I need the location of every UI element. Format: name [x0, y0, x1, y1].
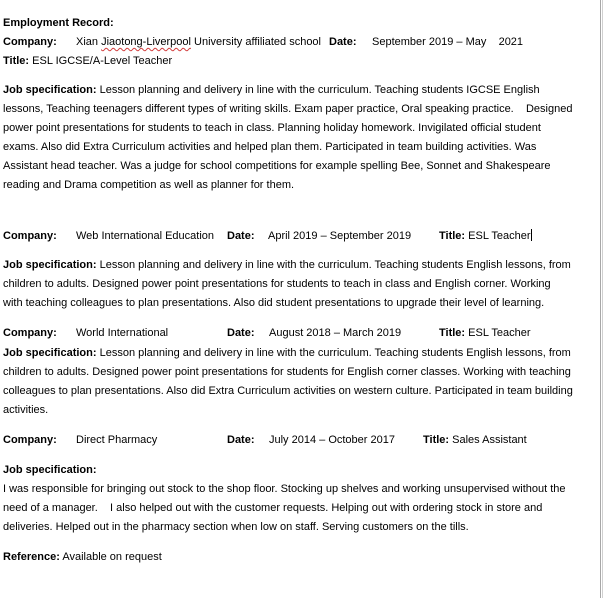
- company-value: Xian Jiaotong-Liverpool University affiliated school: [76, 36, 321, 48]
- title-row: Title: Sales Assistant: [423, 434, 527, 446]
- date-label: Date:: [227, 327, 255, 339]
- job-spec-paragraph: Job specification: Lesson planning and delivery in line with the curriculum. Teaching students IGCSE English lessons, Teaching teenagers different types of writing skills. Exam paper practice, Oral speaking practice. Designed power point presentations for students to teach in class. Planning holiday homework. Invigilated official student exams. Also did Extra Curriculum activities and helped plan them. Participated in team building activities. Was Assistant head teacher. Was a judge for school competitions for example spelling Bee, Sonnet and Shakespeare reading and Drama competition as well as planner for them.: [3, 84, 576, 191]
- job-spec-paragraph: Job specification: Lesson planning and delivery in line with the curriculum. Teaching students English lessons, from children to adults. Designed power point presentations for students to teach in class and English corner. Working with teaching colleagues to plan presentations. Also did student presentations to upgrade their level of learning.: [3, 259, 571, 309]
- date-label: Date:: [329, 36, 357, 48]
- title-row: Title: ESL IGCSE/A-Level Teacher: [3, 55, 173, 67]
- date-value: July 2014 – October 2017: [269, 434, 395, 446]
- date-value: September 2019 – May 2021: [372, 36, 524, 48]
- company-label: Company:: [3, 327, 57, 339]
- page-edge: [600, 0, 601, 598]
- job-spec-label: Job specification:: [3, 464, 97, 476]
- company-label: Company:: [3, 434, 57, 446]
- title-row: Title: ESL Teacher: [439, 230, 531, 242]
- spellcheck-underline: Jiaotong-Liverpool: [101, 36, 191, 48]
- company-label: Company:: [3, 36, 57, 48]
- date-label: Date:: [227, 230, 255, 242]
- company-value: Direct Pharmacy: [76, 434, 158, 446]
- text-cursor: [531, 229, 532, 241]
- reference-row: Reference: Available on request: [3, 551, 162, 563]
- section-heading: Employment Record:: [3, 17, 114, 29]
- date-label: Date:: [227, 434, 255, 446]
- company-label: Company:: [3, 230, 57, 242]
- job-spec-paragraph: Job specification: Lesson planning and delivery in line with the curriculum. Teaching students English lessons, from children to adults. Designed power point presentations for students for English corner classes. Working with teaching colleagues to plan presentations. Also did Extra Curriculum activities on western culture. Participated in team building activities.: [3, 347, 573, 416]
- page-edge-shadow: [602, 0, 603, 598]
- date-value: August 2018 – March 2019: [269, 327, 402, 339]
- company-value: World International: [76, 327, 169, 339]
- date-value: April 2019 – September 2019: [268, 230, 412, 242]
- company-value: Web International Education: [76, 230, 214, 242]
- job-spec-paragraph: I was responsible for bringing out stock to the shop floor. Stocking up shelves and working unsupervised without the need of a manager. I also helped out with the customer requests. Helping out with ordering stock in store and deliveries. Helped out in the pharmacy section when low on staff. Serving customers on the tills.: [3, 483, 569, 533]
- title-row: Title: ESL Teacher: [439, 327, 531, 339]
